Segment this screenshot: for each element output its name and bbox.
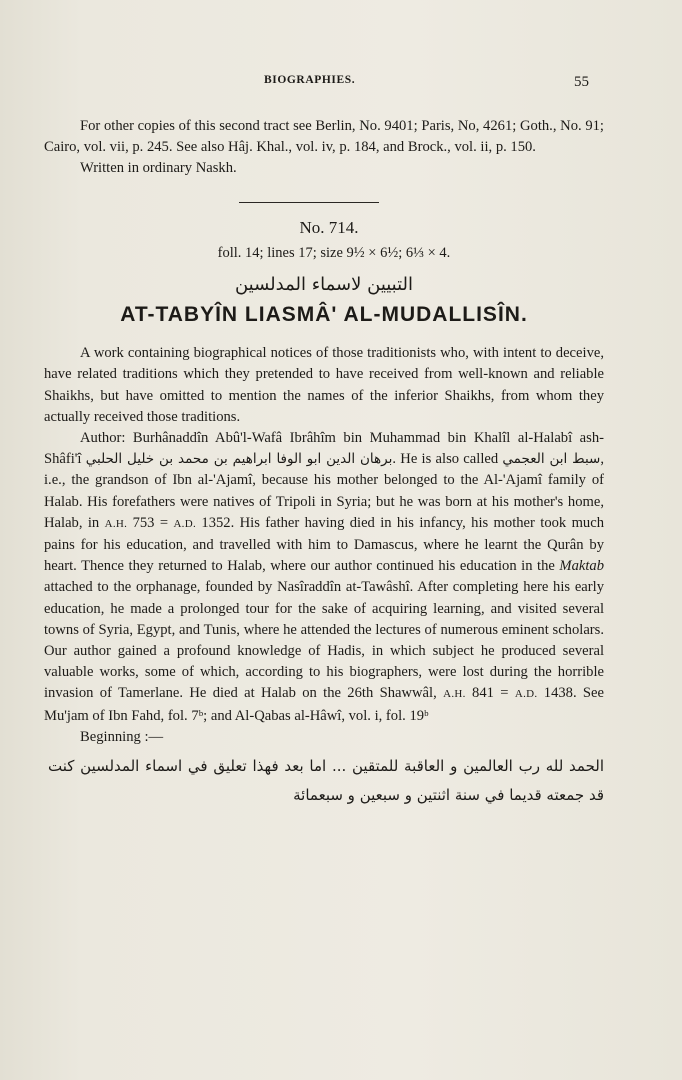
maktab-term: Maktab [559, 558, 604, 575]
page-body [44, 116, 604, 810]
author-text-5: attached to the orphanage, founded by Nasîraddîn at-Tawâshî. After completing here his early education, he made a prolonged tour for the sake of acquiring learning, and visited several towns of Syria, Egypt, and Tunis, where he attended the lectures of numerous eminent scholars. Our author gained a profound knowledge of Hadis, in which subject he produced several valuable works, some of which, according to his biographers, were lost during the horrible invasion of Tamerlane. He died at Halab on the 26th Shawwâl, [44, 579, 604, 702]
ad-abbrev-1: A.D. [173, 517, 197, 530]
beginning-label: Beginning :— [80, 728, 164, 745]
author-text-4: 1352. His father having died in his infancy, his mother took much pains for his education, and travelled with him to Damascus, where he learnt the Qurân by heart. Thence they returned to Halab, where our author continued his education in the [44, 514, 604, 575]
author-text-6: 1438. See Mu'jam of Ibn Fahd, fol. 7ᵇ; and Al-Qabas al-Hâwî, vol. i, fol. 19ᵇ [44, 685, 605, 724]
folio-details: foll. 14; lines 17; size 9½ × 6½; 6⅓ × 4. [217, 244, 451, 261]
ad-abbrev-2: A.D. [514, 688, 538, 701]
beginning-arabic-text: الحمد لله رب العالمين و العاقبة للمتقين ... اما بعد فهذا تعليق في اسماء المدلسين كنت قد جمعته قديما في سنة اثنتين و سبعين و سبعمائة [48, 757, 604, 805]
hijri-abbrev-2: A.H. [443, 688, 466, 701]
hijri-abbrev-1: A.H. [104, 517, 128, 530]
arabic-title: التبيين لاسماء المدلسين [234, 274, 414, 296]
entry-description: A work containing biographical notices of those traditionists who, with intent to deceive, have related traditions which they pretended to have received from well-known and reliable Shaikhs, but have omitted to mention the names of the inferior Shaikhs, from whom they actually received those traditions. [44, 345, 604, 425]
running-head: BIOGRAPHIES. [264, 74, 356, 86]
entry-number: No. 714. [299, 217, 359, 237]
section-divider [239, 202, 379, 203]
birth-date-hijri: 753 = [132, 514, 169, 531]
author-text-3: , i.e., the grandson of Ibn al-'Ajamî, because his mother belonged to the Al-'Ajamî family of Halab. His forefathers were natives of Tripoli in Syria; but he was born at his mother's home, Halab, in [44, 451, 605, 531]
author-paragraph [44, 428, 604, 727]
author-text-2: . He is also called [392, 451, 499, 468]
author-text-1: Author: Burhânaddîn Abû'l-Wafâ Ibrâhîm bin Muhammad bin Khalîl al-Halabî ash-Shâfi'î [44, 430, 604, 468]
entry-title: AT-TABYÎN LIASMÂ' AL-MUDALLISÎN. [120, 303, 528, 327]
page-number: 55 [574, 74, 589, 90]
death-date-hijri: 841 = [472, 685, 509, 702]
previous-entry-paragraph: For other copies of this second tract see Berlin, No. 9401; Paris, No, 4261; Goth., No. 91; Cairo, vol. vii, p. 245. See also Hâj. Khal., vol. iv, p. 184, and Brock., vol. ii, p. 150. [44, 118, 604, 156]
script-note: Written in ordinary Naskh. [80, 160, 237, 177]
author-arabic-name: برهان الدين ابو الوفا ابراهيم بن محمد بن خليل الحلبي [85, 451, 393, 468]
author-arabic-alias: سبط ابن العجمي [502, 451, 601, 468]
